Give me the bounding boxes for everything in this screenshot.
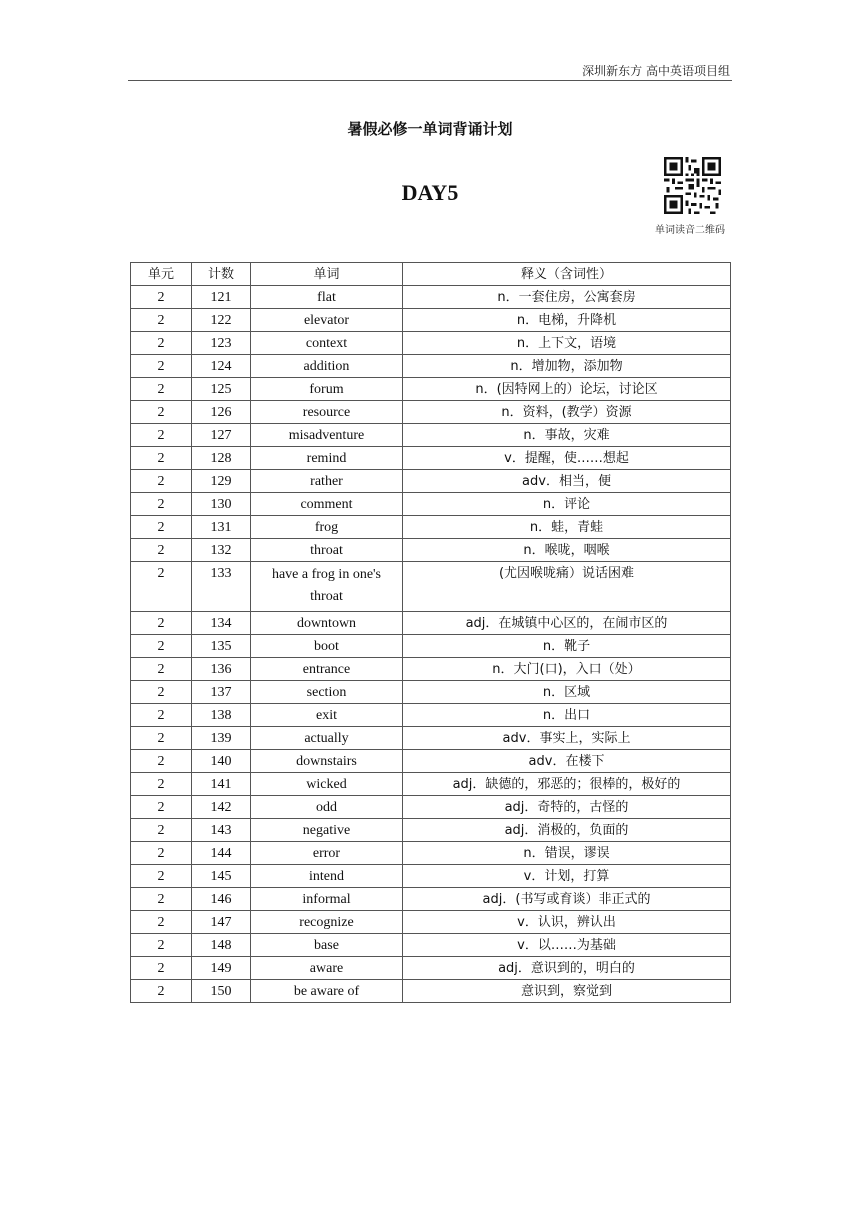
qr-code-icon[interactable] bbox=[664, 157, 721, 214]
cell-count: 139 bbox=[192, 727, 251, 750]
cell-meaning: n．蛙，青蛙 bbox=[403, 516, 731, 539]
cell-meaning: adv．事实上，实际上 bbox=[403, 727, 731, 750]
cell-meaning: v．以……为基础 bbox=[403, 934, 731, 957]
cell-meaning: n．资料，(教学）资源 bbox=[403, 401, 731, 424]
cell-count: 129 bbox=[192, 470, 251, 493]
cell-count: 149 bbox=[192, 957, 251, 980]
cell-unit: 2 bbox=[131, 980, 192, 1003]
cell-count: 142 bbox=[192, 796, 251, 819]
cell-word: section bbox=[251, 681, 403, 704]
table-row bbox=[131, 750, 731, 773]
table-row bbox=[131, 332, 731, 355]
cell-word: remind bbox=[251, 447, 403, 470]
cell-meaning: (尤因喉咙痛）说话困难 bbox=[403, 562, 731, 612]
cell-word: be aware of bbox=[251, 980, 403, 1003]
cell-unit: 2 bbox=[131, 819, 192, 842]
cell-count: 147 bbox=[192, 911, 251, 934]
table-row bbox=[131, 980, 731, 1003]
cell-meaning: adj．在城镇中心区的，在闹市区的 bbox=[403, 612, 731, 635]
header-divider bbox=[128, 80, 732, 81]
cell-word: wicked bbox=[251, 773, 403, 796]
table-row bbox=[131, 819, 731, 842]
cell-word: intend bbox=[251, 865, 403, 888]
header-org-text: 深圳新东方 高中英语项目组 bbox=[582, 64, 730, 78]
cell-count: 132 bbox=[192, 539, 251, 562]
cell-word: negative bbox=[251, 819, 403, 842]
cell-count: 135 bbox=[192, 635, 251, 658]
cell-meaning: adj．意识到的，明白的 bbox=[403, 957, 731, 980]
cell-unit: 2 bbox=[131, 447, 192, 470]
vocabulary-table bbox=[130, 262, 731, 1003]
cell-unit: 2 bbox=[131, 562, 192, 612]
table-row bbox=[131, 516, 731, 539]
table-row bbox=[131, 727, 731, 750]
cell-meaning: n．评论 bbox=[403, 493, 731, 516]
table-row bbox=[131, 493, 731, 516]
table-row bbox=[131, 796, 731, 819]
cell-unit: 2 bbox=[131, 865, 192, 888]
cell-word: downstairs bbox=[251, 750, 403, 773]
cell-unit: 2 bbox=[131, 493, 192, 516]
table-row bbox=[131, 842, 731, 865]
cell-count: 131 bbox=[192, 516, 251, 539]
cell-word: forum bbox=[251, 378, 403, 401]
cell-unit: 2 bbox=[131, 888, 192, 911]
cell-word: throat bbox=[251, 539, 403, 562]
cell-meaning: n．一套住房，公寓套房 bbox=[403, 286, 731, 309]
cell-word: have a frog in one's throat bbox=[251, 562, 403, 612]
cell-word: rather bbox=[251, 470, 403, 493]
cell-word: error bbox=[251, 842, 403, 865]
cell-unit: 2 bbox=[131, 934, 192, 957]
cell-meaning: adj．消极的，负面的 bbox=[403, 819, 731, 842]
cell-meaning: v．计划，打算 bbox=[403, 865, 731, 888]
day-label: DAY5 bbox=[401, 180, 459, 205]
cell-meaning: n．上下文，语境 bbox=[403, 332, 731, 355]
table-row bbox=[131, 865, 731, 888]
cell-unit: 2 bbox=[131, 773, 192, 796]
table-row bbox=[131, 681, 731, 704]
cell-unit: 2 bbox=[131, 355, 192, 378]
cell-meaning: n．大门(口)，入口（处） bbox=[403, 658, 731, 681]
cell-word: recognize bbox=[251, 911, 403, 934]
cell-count: 123 bbox=[192, 332, 251, 355]
cell-meaning: v．认识，辨认出 bbox=[403, 911, 731, 934]
cell-meaning: n．靴子 bbox=[403, 635, 731, 658]
table-row bbox=[131, 934, 731, 957]
cell-word: downtown bbox=[251, 612, 403, 635]
cell-count: 138 bbox=[192, 704, 251, 727]
column-header-meaning: 释义（含词性） bbox=[403, 263, 731, 286]
cell-unit: 2 bbox=[131, 539, 192, 562]
table-row bbox=[131, 612, 731, 635]
cell-word: informal bbox=[251, 888, 403, 911]
cell-count: 146 bbox=[192, 888, 251, 911]
cell-word: resource bbox=[251, 401, 403, 424]
table-row bbox=[131, 286, 731, 309]
cell-count: 121 bbox=[192, 286, 251, 309]
cell-word: flat bbox=[251, 286, 403, 309]
table-row bbox=[131, 888, 731, 911]
table-row bbox=[131, 447, 731, 470]
cell-word: misadventure bbox=[251, 424, 403, 447]
cell-count: 141 bbox=[192, 773, 251, 796]
cell-count: 127 bbox=[192, 424, 251, 447]
cell-word: elevator bbox=[251, 309, 403, 332]
table-row bbox=[131, 539, 731, 562]
cell-unit: 2 bbox=[131, 309, 192, 332]
cell-count: 150 bbox=[192, 980, 251, 1003]
cell-unit: 2 bbox=[131, 842, 192, 865]
table-row bbox=[131, 635, 731, 658]
table-row bbox=[131, 773, 731, 796]
cell-word: exit bbox=[251, 704, 403, 727]
page-title: 暑假必修一单词背诵计划 bbox=[347, 120, 513, 138]
cell-unit: 2 bbox=[131, 612, 192, 635]
cell-word: entrance bbox=[251, 658, 403, 681]
cell-meaning: n．错误，谬误 bbox=[403, 842, 731, 865]
cell-unit: 2 bbox=[131, 378, 192, 401]
cell-count: 136 bbox=[192, 658, 251, 681]
cell-meaning: n．区域 bbox=[403, 681, 731, 704]
cell-unit: 2 bbox=[131, 911, 192, 934]
cell-count: 126 bbox=[192, 401, 251, 424]
table-row bbox=[131, 562, 731, 612]
cell-unit: 2 bbox=[131, 401, 192, 424]
table-row bbox=[131, 658, 731, 681]
cell-meaning: n．增加物，添加物 bbox=[403, 355, 731, 378]
table-row bbox=[131, 704, 731, 727]
cell-unit: 2 bbox=[131, 286, 192, 309]
cell-meaning: adj．(书写或育谈）非正式的 bbox=[403, 888, 731, 911]
cell-word: addition bbox=[251, 355, 403, 378]
cell-count: 124 bbox=[192, 355, 251, 378]
cell-count: 128 bbox=[192, 447, 251, 470]
cell-meaning: adv．相当，便 bbox=[403, 470, 731, 493]
cell-count: 145 bbox=[192, 865, 251, 888]
table-body bbox=[131, 286, 731, 1003]
cell-count: 148 bbox=[192, 934, 251, 957]
cell-unit: 2 bbox=[131, 658, 192, 681]
cell-unit: 2 bbox=[131, 332, 192, 355]
cell-meaning: 意识到，察觉到 bbox=[403, 980, 731, 1003]
cell-unit: 2 bbox=[131, 681, 192, 704]
cell-meaning: n．喉咙，咽喉 bbox=[403, 539, 731, 562]
cell-meaning: n．出口 bbox=[403, 704, 731, 727]
cell-count: 134 bbox=[192, 612, 251, 635]
table-row bbox=[131, 401, 731, 424]
cell-word: boot bbox=[251, 635, 403, 658]
cell-unit: 2 bbox=[131, 957, 192, 980]
cell-meaning: adv．在楼下 bbox=[403, 750, 731, 773]
cell-count: 133 bbox=[192, 562, 251, 612]
cell-word: frog bbox=[251, 516, 403, 539]
cell-word: base bbox=[251, 934, 403, 957]
cell-word: context bbox=[251, 332, 403, 355]
cell-meaning: adj．缺德的，邪恶的；很棒的，极好的 bbox=[403, 773, 731, 796]
table-row bbox=[131, 470, 731, 493]
table-row bbox=[131, 378, 731, 401]
cell-meaning: n．(因特网上的）论坛，讨论区 bbox=[403, 378, 731, 401]
cell-count: 143 bbox=[192, 819, 251, 842]
cell-count: 125 bbox=[192, 378, 251, 401]
cell-word: odd bbox=[251, 796, 403, 819]
column-header-word: 单词 bbox=[251, 263, 403, 286]
cell-unit: 2 bbox=[131, 516, 192, 539]
cell-meaning: v．提醒，使……想起 bbox=[403, 447, 731, 470]
cell-unit: 2 bbox=[131, 727, 192, 750]
cell-word: actually bbox=[251, 727, 403, 750]
table-row bbox=[131, 309, 731, 332]
cell-unit: 2 bbox=[131, 750, 192, 773]
cell-unit: 2 bbox=[131, 424, 192, 447]
cell-unit: 2 bbox=[131, 635, 192, 658]
table-row bbox=[131, 424, 731, 447]
table-row bbox=[131, 911, 731, 934]
table-header-row bbox=[131, 263, 731, 286]
column-header-count: 计数 bbox=[192, 263, 251, 286]
cell-count: 140 bbox=[192, 750, 251, 773]
cell-word: aware bbox=[251, 957, 403, 980]
cell-meaning: n．事故，灾难 bbox=[403, 424, 731, 447]
table-row bbox=[131, 957, 731, 980]
cell-count: 137 bbox=[192, 681, 251, 704]
cell-meaning: n．电梯，升降机 bbox=[403, 309, 731, 332]
cell-unit: 2 bbox=[131, 470, 192, 493]
column-header-unit: 单元 bbox=[131, 263, 192, 286]
cell-meaning: adj．奇特的，古怪的 bbox=[403, 796, 731, 819]
cell-count: 144 bbox=[192, 842, 251, 865]
cell-word: comment bbox=[251, 493, 403, 516]
qr-caption: 单词读音二维码 bbox=[655, 225, 725, 236]
cell-unit: 2 bbox=[131, 796, 192, 819]
cell-count: 130 bbox=[192, 493, 251, 516]
cell-unit: 2 bbox=[131, 704, 192, 727]
cell-count: 122 bbox=[192, 309, 251, 332]
table-row bbox=[131, 355, 731, 378]
